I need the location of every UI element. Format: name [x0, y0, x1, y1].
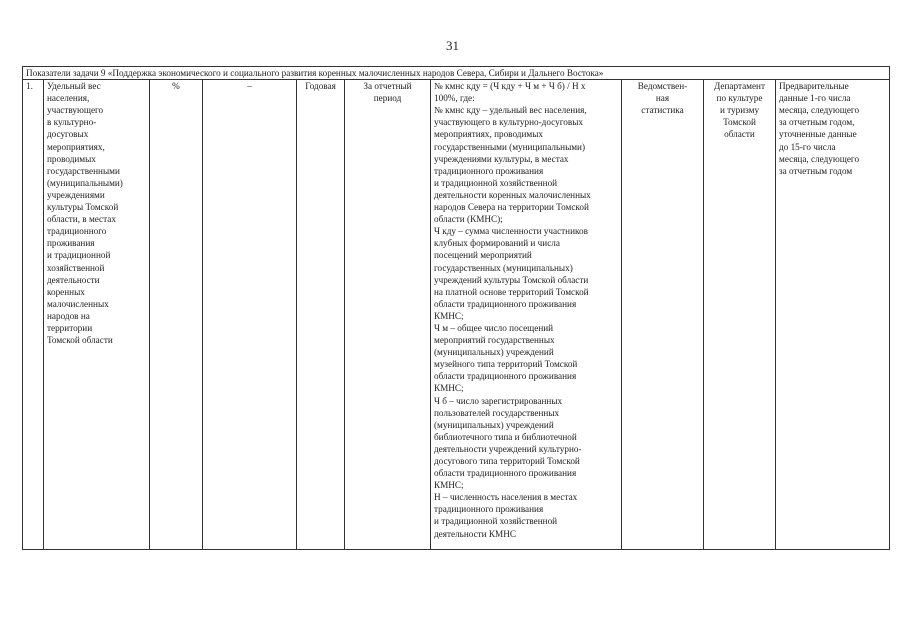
periodicity-cell: Годовая: [297, 80, 345, 550]
table-row: [23, 80, 890, 550]
period-cell: За отчетный период: [345, 80, 431, 550]
section-title: Показатели задачи 9 «Поддержка экономического и социального развития коренных малочисленных народов Севера, Сибири и Дальнего Востока»: [23, 67, 890, 80]
data-source-cell: Ведомствен- ная статистика: [622, 80, 704, 550]
dash-cell: –: [203, 80, 297, 550]
indicators-table: [22, 66, 890, 550]
page-number: 31: [446, 38, 459, 53]
row-number: 1.: [23, 80, 44, 550]
section-header-row: [23, 67, 890, 80]
responsible-cell: Департамент по культуре и туризму Томской области: [704, 80, 776, 550]
unit-cell: %: [150, 80, 203, 550]
indicator-name: Удельный вес населения, участвующего в культурно- досуговых мероприятиях, проводимых государственными (муниципальными) учреждениями культуры Томской области, в местах традиционного проживания и традиционной хозяйственной деятельности коренных малочисленных народов на территории Томской области: [44, 80, 150, 550]
formula-cell: № кмнс кду = (Ч кду + Ч м + Ч б) / Н х 100%, где: № кмнс кду – удельный вес населения, участвующего в культурно-досуговых мероприятиях, проводимых государственными (муниципальными) учреждениями культуры, в местах традиционного проживания и традиционной хозяйственной деятельности коренных малочисленных народов Севера на территории Томской области (КМНС); Ч кду – сумма численности участников клубных формирований и числа посещений мероприятий государственных (муниципальных) учреждений культуры Томской области на платной основе территорий Томской области традиционного проживания КМНС; Ч м – общее число посещений мероприятий государственных (муниципальных) учреждений музейного типа территорий Томской области традиционного проживания КМНС; Ч б – число зарегистрированных пользователей государственных (муниципальных) учреждений библиотечного типа и библиотечной деятельности учреждений культурно- досугового типа территорий Томской области традиционного проживания КМНС; Н – численность населения в местах традиционного проживания и традиционной хозяйственной деятельности КМНС: [431, 80, 622, 550]
deadline-cell: Предварительные данные 1-го числа месяца, следующего за отчетным годом, уточненные данные до 15-го числа месяца, следующего за отчетным годом: [776, 80, 890, 550]
